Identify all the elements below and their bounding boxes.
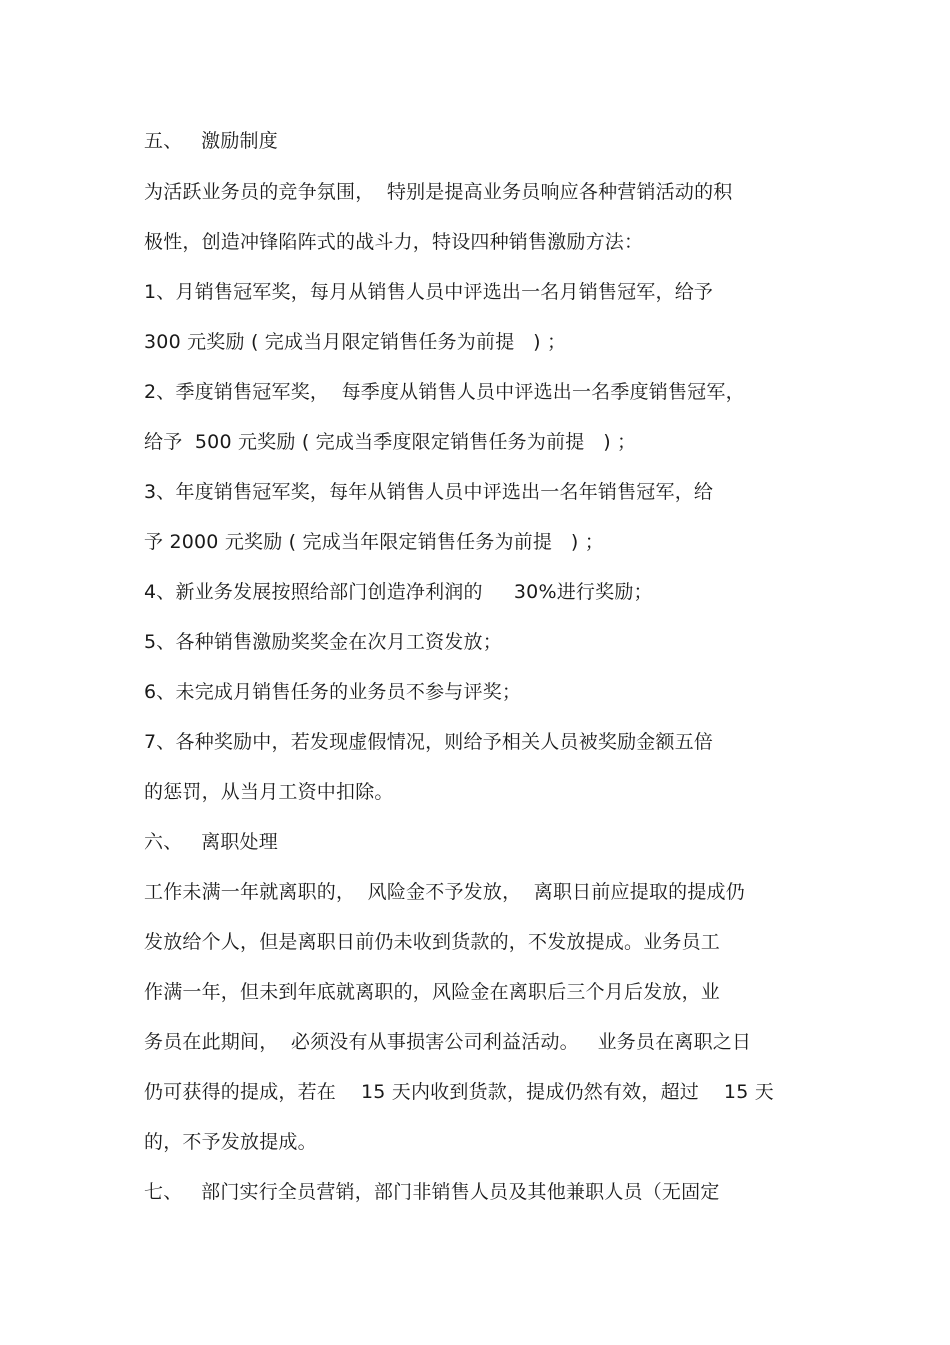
list-item-2: 2、季度销售冠军奖， 每季度从销售人员中评选出一名季度销售冠军， (144, 381, 745, 403)
list-item-2-cont: 给予 500 元奖励 ( 完成当季度限定销售任务为前提 ) ； (144, 431, 637, 453)
paragraph-line: 的，不予发放提成。 (144, 1131, 317, 1153)
section-heading-all-staff-marketing: 七、 部门实行全员营销，部门非销售人员及其他兼职人员（无固定 (144, 1181, 720, 1203)
paragraph-line: 仍可获得的提成，若在 15 天内收到货款，提成仍然有效，超过 15 天 (144, 1081, 774, 1103)
section-heading-resignation: 六、 离职处理 (144, 831, 278, 853)
list-item-3-cont: 予 2000 元奖励 ( 完成当年限定销售任务为前提 ) ； (144, 531, 604, 553)
list-item-5: 5、各种销售激励奖奖金在次月工资发放； (144, 631, 502, 653)
paragraph-line: 务员在此期间， 必须没有从事损害公司利益活动。 业务员在离职之日 (144, 1031, 752, 1053)
list-item-6: 6、未完成月销售任务的业务员不参与评奖； (144, 681, 522, 703)
paragraph-line: 作满一年，但未到年底就离职的，风险金在离职后三个月后发放，业 (144, 981, 721, 1003)
list-item-7: 7、各种奖励中，若发现虚假情况，则给予相关人员被奖励金额五倍 (144, 731, 714, 753)
paragraph-line: 发放给个人，但是离职日前仍未收到货款的，不发放提成。业务员工 (144, 931, 721, 953)
list-item-3: 3、年度销售冠军奖，每年从销售人员中评选出一名年销售冠军，给 (144, 481, 714, 503)
paragraph-line: 极性，创造冲锋陷阵式的战斗力，特设四种销售激励方法： (144, 231, 644, 253)
list-item-4: 4、新业务发展按照给部门创造净利润的 30%进行奖励； (144, 581, 653, 603)
list-item-1-cont: 300 元奖励 ( 完成当月限定销售任务为前提 ) ； (144, 331, 567, 353)
list-item-7-cont: 的惩罚，从当月工资中扣除。 (144, 781, 394, 803)
paragraph-line: 为活跃业务员的竞争氛围， 特别是提高业务员响应各种营销活动的积 (144, 181, 733, 203)
section-heading-incentive: 五、 激励制度 (144, 130, 278, 152)
paragraph-line: 工作未满一年就离职的， 风险金不予发放， 离职日前应提取的提成仍 (144, 881, 745, 903)
list-item-1: 1、月销售冠军奖，每月从销售人员中评选出一名月销售冠军，给予 (144, 281, 714, 303)
